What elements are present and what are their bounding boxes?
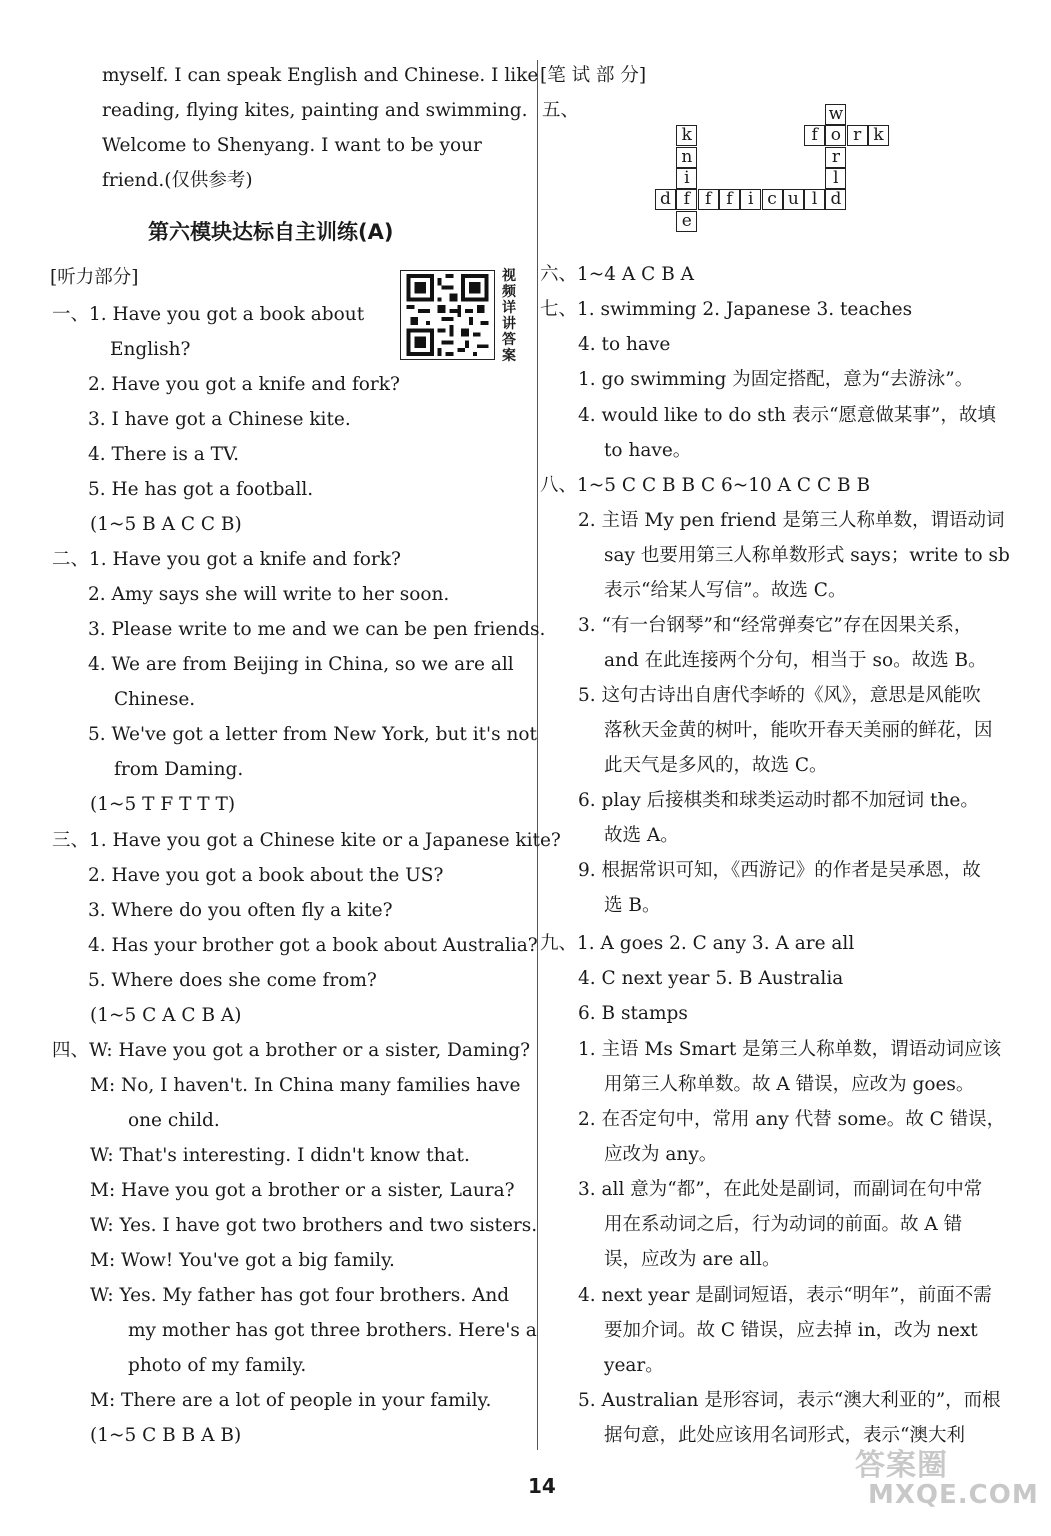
crossword-cell: n <box>676 147 697 168</box>
explanation-line: say 也要用第三人称单数形式 says；write to sb <box>604 545 1010 566</box>
explanation-line: 误，应改为 are all。 <box>604 1249 781 1270</box>
crossword-cell: d <box>825 189 846 210</box>
answer-key: (1~5 C B B A B) <box>90 1425 242 1446</box>
dialogue-line: one child. <box>128 1110 220 1131</box>
crossword-cell: l <box>804 189 825 210</box>
crossword-cell: i <box>676 168 697 189</box>
crossword-cell: l <box>825 168 846 189</box>
answer-line: 5. He has got a football. <box>88 479 314 500</box>
explanation-line: 9. 根据常识可知，《西游记》的作者是吴承恩，故 <box>578 860 981 881</box>
answer-line: 2. Have you got a book about the US? <box>88 865 444 886</box>
crossword-cell: i <box>740 189 761 210</box>
crossword-cell: r <box>847 125 868 146</box>
answer-line: 3. Please write to me and we can be pen friends. <box>88 619 546 640</box>
section-title: 第六模块达标自主训练(A) <box>148 220 394 244</box>
answer-line: 5. Where does she come from? <box>88 970 377 991</box>
crossword-cell: d <box>655 189 676 210</box>
answer-line: 4. There is a TV. <box>88 444 239 465</box>
crossword-cell: f <box>804 125 825 146</box>
answer-line: 3. Where do you often fly a kite? <box>88 900 393 921</box>
section-five-label: 五、 <box>542 100 580 121</box>
dialogue-line: W: Yes. I have got two brothers and two sisters. <box>90 1215 538 1236</box>
explanation-line: 表示“给某人写信”。故选 C。 <box>604 580 847 601</box>
answer-line: 八、1~5 C C B B C 6~10 A C C B B <box>540 475 871 496</box>
explanation-line: 6. play 后接棋类和球类运动时都不加冠词 the。 <box>578 790 979 811</box>
crossword-cell: f <box>676 189 697 210</box>
answer-line: 2. Have you got a knife and fork? <box>88 374 400 395</box>
intro-line: reading, flying kites, painting and swimming. <box>102 100 528 121</box>
explanation-line: 选 B。 <box>604 895 661 916</box>
explanation-line: 用在系动词之后，行为动词的前面。故 A 错 <box>604 1214 963 1235</box>
dialogue-line: my mother has got three brothers. Here's a <box>128 1320 537 1341</box>
answer-line: 4. Has your brother got a book about Australia? <box>88 935 538 956</box>
dialogue-line: W: Yes. My father has got four brothers. And <box>90 1285 510 1306</box>
answer-line: 一、1. Have you got a book about <box>52 304 365 325</box>
dialogue-line: M: No, I haven't. In China many families have <box>90 1075 521 1096</box>
answer-line: Chinese. <box>114 689 196 710</box>
explanation-line: 用第三人称单数。故 A 错误，应改为 goes。 <box>604 1074 975 1095</box>
answer-line: from Daming. <box>114 759 244 780</box>
explanation-line: 2. 在否定句中，常用 any 代替 some。故 C 错误， <box>578 1109 1006 1130</box>
answer-line: 4. to have <box>578 334 671 355</box>
page-number: 14 <box>528 1474 556 1498</box>
explanation-line: and 在此连接两个分句，相当于 so。故选 B。 <box>604 650 987 671</box>
watermark-url: MXQE.COM <box>868 1480 1039 1510</box>
dialogue-line: M: Wow! You've got a big family. <box>90 1250 395 1271</box>
answer-line: 六、1~4 A C B A <box>540 264 695 285</box>
answer-key: (1~5 C A C B A) <box>90 1005 242 1026</box>
dialogue-line: 四、W: Have you got a brother or a sister, Daming? <box>52 1040 531 1061</box>
explanation-line: 落秋天金黄的树叶，能吹开春天美丽的鲜花，因 <box>604 720 993 741</box>
explanation-line: 2. 主语 My pen friend 是第三人称单数，谓语动词 <box>578 510 1005 531</box>
answer-line: 5. We've got a letter from New York, but it's not <box>88 724 537 745</box>
intro-line: friend.(仅供参考) <box>102 170 253 191</box>
crossword-cell: f <box>719 189 740 210</box>
explanation-line: 3. all 意为“都”，在此处是副词，而副词在句中常 <box>578 1179 983 1200</box>
answer-line: 2. Amy says she will write to her soon. <box>88 584 450 605</box>
dialogue-line: W: That's interesting. I didn't know that. <box>90 1145 470 1166</box>
crossword-cell: f <box>698 189 719 210</box>
answer-line: English? <box>110 339 191 360</box>
column-divider <box>537 60 538 1450</box>
crossword-cell: w <box>825 104 846 125</box>
explanation-line: 3. “有一台钢琴”和“经常弹奏它”存在因果关系， <box>578 615 973 636</box>
explanation-line: 4. would like to do sth 表示“愿意做某事”，故填 <box>578 405 996 426</box>
explanation-line: year。 <box>604 1355 664 1376</box>
answer-key: (1~5 B A C C B) <box>90 514 242 535</box>
qr-code-icon <box>404 274 491 356</box>
qr-caption: 视频详讲答案 <box>502 268 516 364</box>
explanation-line: to have。 <box>604 440 692 461</box>
crossword-puzzle <box>655 102 905 252</box>
explanation-line: 应改为 any。 <box>604 1144 718 1165</box>
crossword-cell: r <box>825 147 846 168</box>
answer-line: 七、1. swimming 2. Japanese 3. teaches <box>540 299 913 320</box>
explanation-line: 要加介词。故 C 错误，应去掉 in，改为 next <box>604 1320 978 1341</box>
explanation-line: 4. next year 是副词短语，表示“明年”，前面不需 <box>578 1285 992 1306</box>
answer-line: 4. C next year 5. B Australia <box>578 968 844 989</box>
intro-line: myself. I can speak English and Chinese. I like <box>102 65 539 86</box>
answer-line: 二、1. Have you got a knife and fork? <box>52 549 401 570</box>
explanation-line: 故选 A。 <box>604 825 679 846</box>
explanation-line: 5. Australian 是形容词，表示“澳大利亚的”，而根 <box>578 1390 1001 1411</box>
explanation-line: 5. 这句古诗出自唐代李峤的《风》，意思是风能吹 <box>578 685 981 706</box>
explanation-line: 1. 主语 Ms Smart 是第三人称单数，谓语动词应该 <box>578 1039 1002 1060</box>
dialogue-line: M: There are a lot of people in your family. <box>90 1390 492 1411</box>
answer-line: 三、1. Have you got a Chinese kite or a Japanese kite? <box>52 830 561 851</box>
written-header: [笔 试 部 分] <box>540 65 647 86</box>
crossword-cell: k <box>868 125 889 146</box>
listening-header: [听力部分] <box>50 267 139 288</box>
answer-line: 4. We are from Beijing in China, so we are all <box>88 654 514 675</box>
answer-key: (1~5 T F T T T) <box>90 794 236 815</box>
answer-line: 九、1. A goes 2. C any 3. A are all <box>540 933 855 954</box>
watermark-logo: 答案圈 <box>855 1448 948 1483</box>
dialogue-line: M: Have you got a brother or a sister, Laura? <box>90 1180 515 1201</box>
crossword-cell: k <box>676 125 697 146</box>
explanation-line: 1. go swimming 为固定搭配，意为“去游泳”。 <box>578 369 974 390</box>
crossword-cell: o <box>825 125 846 146</box>
explanation-line: 此天气是多风的，故选 C。 <box>604 755 828 776</box>
explanation-line: 据句意，此处应该用名词形式，表示“澳大利 <box>604 1425 965 1446</box>
qr-code[interactable] <box>400 270 495 360</box>
crossword-cell: u <box>783 189 804 210</box>
dialogue-line: photo of my family. <box>128 1355 307 1376</box>
answer-line: 6. B stamps <box>578 1003 688 1024</box>
intro-line: Welcome to Shenyang. I want to be your <box>102 135 482 156</box>
answer-line: 3. I have got a Chinese kite. <box>88 409 351 430</box>
crossword-cell: e <box>676 211 697 232</box>
crossword-cell: c <box>762 189 783 210</box>
